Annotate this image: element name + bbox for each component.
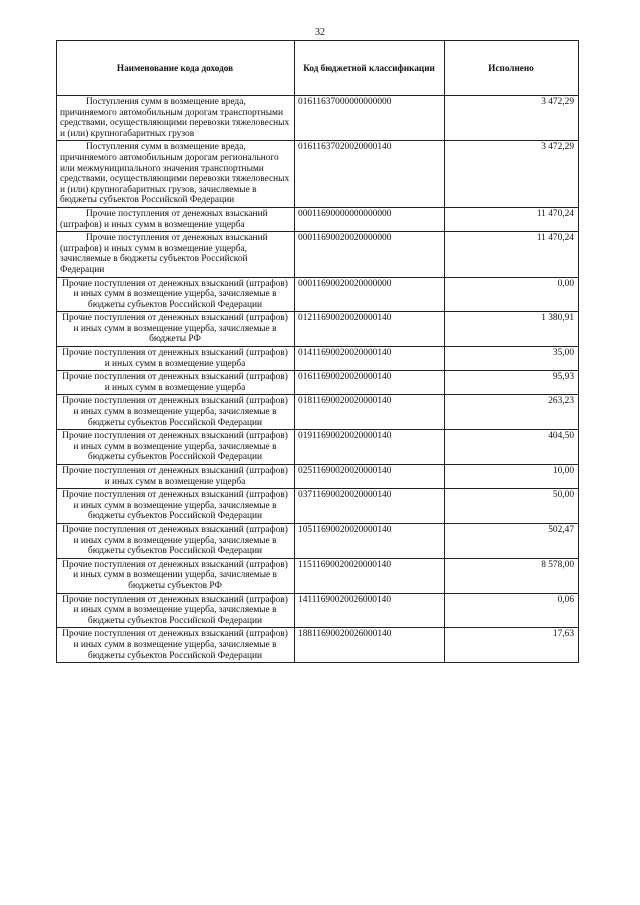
table-row bbox=[57, 371, 579, 395]
revenue-table bbox=[56, 40, 579, 663]
revenue-name-cell: Прочие поступления от денежных взысканий (штрафов) и иных сумм в возмещение ущерба, зачисляемые в бюджеты субъектов Российской Федерации bbox=[57, 395, 295, 430]
budget-code-cell: 18811690020026000140 bbox=[295, 628, 445, 663]
revenue-name-cell: Поступления сумм в возмещение вреда, причиняемого автомобильным дорогам транспортными средствами, осуществляющими перевозки тяжеловесных и (или) крупногабаритных грузов bbox=[57, 96, 295, 141]
budget-code-cell: 00011690020020000000 bbox=[295, 232, 445, 277]
table-row bbox=[57, 489, 579, 524]
budget-code-cell: 14111690020026000140 bbox=[295, 593, 445, 628]
revenue-name-cell: Прочие поступления от денежных взысканий (штрафов) и иных сумм в возмещение ущерба, зачисляемые в бюджеты субъектов Российской Федерации bbox=[57, 430, 295, 465]
table-row bbox=[57, 523, 579, 558]
budget-code-cell: 01611690020020000140 bbox=[295, 371, 445, 395]
executed-amount-cell: 50,00 bbox=[445, 489, 579, 524]
header-revenue-name: Наименование кода доходов bbox=[57, 41, 295, 96]
executed-amount-cell: 0,06 bbox=[445, 593, 579, 628]
table-row bbox=[57, 207, 579, 231]
budget-code-cell: 10511690020020000140 bbox=[295, 523, 445, 558]
table-row bbox=[57, 96, 579, 141]
executed-amount-cell: 17,63 bbox=[445, 628, 579, 663]
budget-code-cell: 01911690020020000140 bbox=[295, 430, 445, 465]
table-row bbox=[57, 465, 579, 489]
page-number: 32 bbox=[315, 27, 325, 38]
budget-code-cell: 01611637020020000140 bbox=[295, 141, 445, 208]
table-row bbox=[57, 593, 579, 628]
revenue-name-cell: Прочие поступления от денежных взысканий (штрафов) и иных сумм в возмещение ущерба, зачисляемые в бюджеты субъектов Российской Федерации bbox=[57, 628, 295, 663]
budget-code-cell: 11511690020020000140 bbox=[295, 558, 445, 593]
revenue-name-cell: Прочие поступления от денежных взысканий (штрафов) и иных сумм в возмещение ущерба, зачисляемые в бюджеты субъектов Российской Федерации bbox=[57, 489, 295, 524]
table-header-row bbox=[57, 41, 579, 96]
table-row bbox=[57, 430, 579, 465]
revenue-name-cell: Прочие поступления от денежных взысканий (штрафов) и иных сумм в возмещение ущерба bbox=[57, 465, 295, 489]
budget-code-cell: 01211690020020000140 bbox=[295, 312, 445, 347]
budget-code-cell: 01811690020020000140 bbox=[295, 395, 445, 430]
executed-amount-cell: 11 470,24 bbox=[445, 207, 579, 231]
executed-amount-cell: 35,00 bbox=[445, 347, 579, 371]
table-row bbox=[57, 232, 579, 277]
budget-code-cell: 03711690020020000140 bbox=[295, 489, 445, 524]
budget-code-cell: 02511690020020000140 bbox=[295, 465, 445, 489]
executed-amount-cell: 404,50 bbox=[445, 430, 579, 465]
revenue-name-cell: Прочие поступления от денежных взысканий (штрафов) и иных сумм в возмещение ущерба, зачисляемые в бюджеты РФ bbox=[57, 312, 295, 347]
revenue-name-cell: Прочие поступления от денежных взысканий (штрафов) и иных сумм в возмещении ущерба, зачисляемые в бюджеты субъектов РФ bbox=[57, 558, 295, 593]
table-row bbox=[57, 628, 579, 663]
revenue-name-cell: Прочие поступления от денежных взысканий (штрафов) и иных сумм в возмещение ущерба, зачисляемые в бюджеты субъектов Российской Федерации bbox=[57, 277, 295, 312]
revenue-name-cell: Прочие поступления от денежных взысканий (штрафов) и иных сумм в возмещение ущерба, зачисляемые в бюджеты субъектов Российской Федерации bbox=[57, 523, 295, 558]
table-row bbox=[57, 277, 579, 312]
executed-amount-cell: 502,47 bbox=[445, 523, 579, 558]
executed-amount-cell: 0,00 bbox=[445, 277, 579, 312]
table-row bbox=[57, 558, 579, 593]
revenue-name-cell: Прочие поступления от денежных взысканий (штрафов) и иных сумм в возмещение ущерба, зачисляемые в бюджеты субъектов Российской Федерации bbox=[57, 593, 295, 628]
revenue-name-cell: Прочие поступления от денежных взысканий (штрафов) и иных сумм в возмещение ущерба, зачисляемые в бюджеты субъектов Российской Федерации bbox=[57, 232, 295, 277]
executed-amount-cell: 263,23 bbox=[445, 395, 579, 430]
header-executed: Исполнено bbox=[445, 41, 579, 96]
budget-code-cell: 00011690000000000000 bbox=[295, 207, 445, 231]
executed-amount-cell: 8 578,00 bbox=[445, 558, 579, 593]
executed-amount-cell: 3 472,29 bbox=[445, 141, 579, 208]
budget-code-cell: 00011690020020000000 bbox=[295, 277, 445, 312]
table-row bbox=[57, 312, 579, 347]
revenue-name-cell: Поступления сумм в возмещение вреда, причиняемого автомобильным дорогам регионального или межмуниципального значения транспортными средствами, осуществляющими перевозки тяжеловесных и (или) крупногабаритных грузов, зачисляемые в бюджеты субъектов Российской Федерации bbox=[57, 141, 295, 208]
budget-code-cell: 01611637000000000000 bbox=[295, 96, 445, 141]
executed-amount-cell: 3 472,29 bbox=[445, 96, 579, 141]
table-row bbox=[57, 141, 579, 208]
revenue-name-cell: Прочие поступления от денежных взысканий (штрафов) и иных сумм в возмещение ущерба bbox=[57, 371, 295, 395]
revenue-name-cell: Прочие поступления от денежных взысканий (штрафов) и иных сумм в возмещение ущерба bbox=[57, 207, 295, 231]
executed-amount-cell: 1 380,91 bbox=[445, 312, 579, 347]
executed-amount-cell: 95,93 bbox=[445, 371, 579, 395]
budget-code-cell: 01411690020020000140 bbox=[295, 347, 445, 371]
table-row bbox=[57, 347, 579, 371]
revenue-name-cell: Прочие поступления от денежных взысканий (штрафов) и иных сумм в возмещение ущерба bbox=[57, 347, 295, 371]
table-row bbox=[57, 395, 579, 430]
executed-amount-cell: 11 470,24 bbox=[445, 232, 579, 277]
header-budget-code: Код бюджетной классификации bbox=[295, 41, 445, 96]
executed-amount-cell: 10,00 bbox=[445, 465, 579, 489]
